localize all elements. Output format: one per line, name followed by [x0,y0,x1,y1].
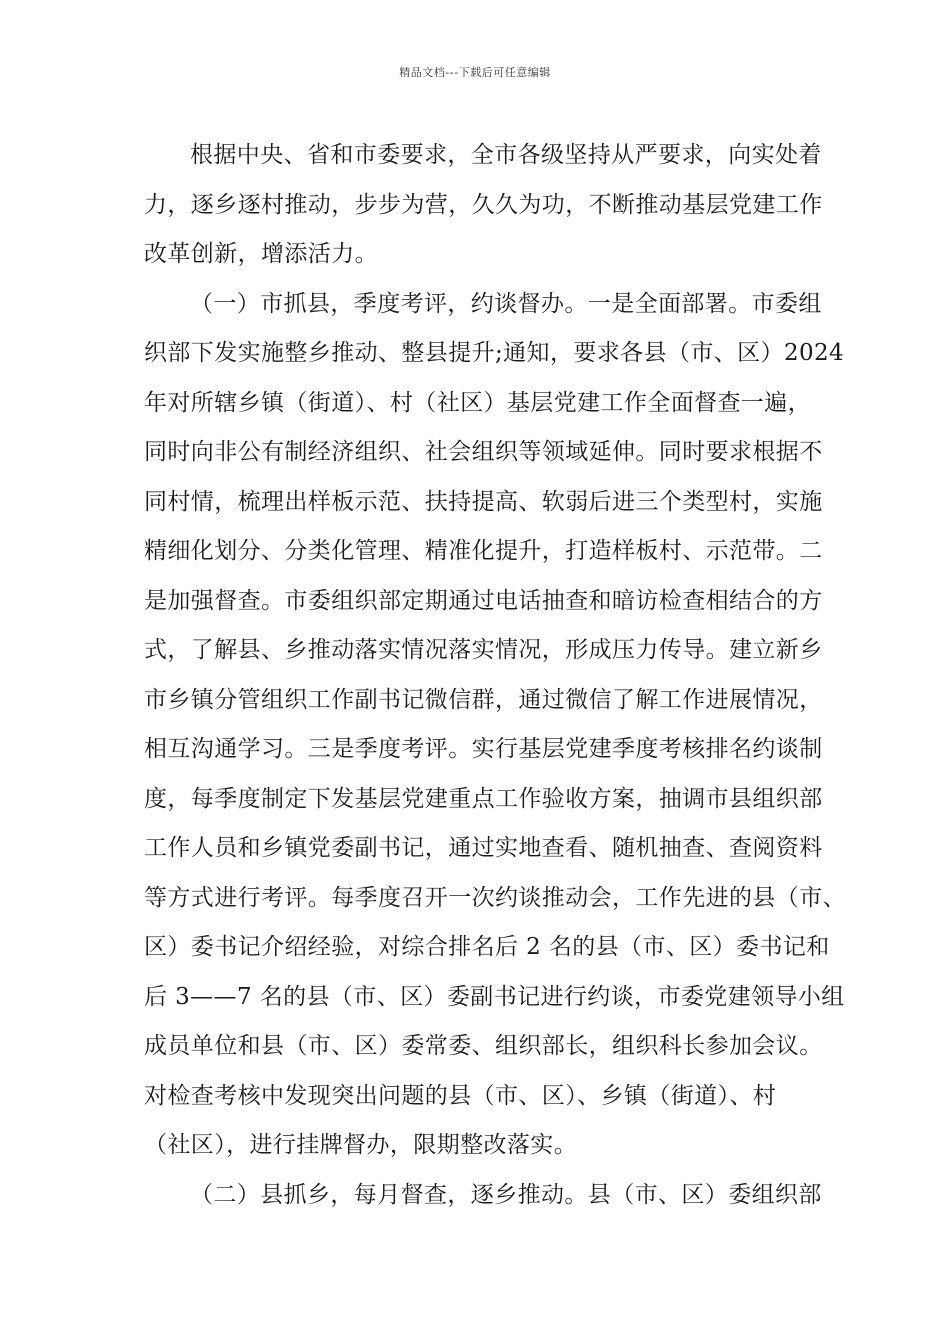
text-line: 精细化划分、分类化管理、精准化提升，打造样板村、示范带。二 [144,538,823,564]
text-line: 是加强督查。市委组织部定期通过电话抽查和暗访检查相结合的方 [144,587,823,614]
page-header: 精品文档---下载后可任意编辑 [399,66,551,79]
text-line: 根据中央、省和市委要求，全市各级坚持从严要求，向实处着 [190,142,822,168]
paragraph-section-1 [144,280,846,1171]
text-line: 工作人员和乡镇党委副书记，通过实地查看、随机抽查、查阅资料 [144,835,823,861]
text-line: 对检查考核中发现突出问题的县（市、区）、乡镇（街道）、村 [144,1082,777,1109]
text-line: 区）委书记介绍经验，对综合排名后 2 名的县（市、区）委书记和 [144,934,830,960]
text-line: 市乡镇分管组织工作副书记微信群，通过微信了解工作进展情况， [144,686,823,713]
text-line: （二）县抓乡，每月督查，逐乡推动。县（市、区）委组织部 [190,1181,822,1208]
text-line: 同时向非公有制经济组织、社会组织等领域延伸。同时要求根据不 [144,439,823,465]
text-line: 式，了解县、乡推动落实情况落实情况，形成压力传导。建立新乡 [144,637,823,663]
text-line: 度，每季度制定下发基层党建重点工作验收方案，抽调市县组织部 [144,785,823,812]
paragraph-intro [144,131,823,280]
text-line: （社区），进行挂牌督办，限期整改落实。 [144,1132,578,1158]
text-line: 力，逐乡逐村推动，步步为营，久久为功，不断推动基层党建工作 [144,191,823,218]
text-line: 织部下发实施整乡推动、整县提升;通知，要求各县（市、区）2024 [144,340,845,366]
text-line: （一）市抓县，季度考评，约谈督办。一是全面部署。市委组 [190,290,822,317]
text-line: 同村情，梳理出样板示范、扶持提高、软弱后进三个类型村，实施 [144,488,823,515]
text-line: 年对所辖乡镇（街道）、村（社区）基层党建工作全面督查一遍， [144,389,812,416]
text-line: 等方式进行考评。每季度召开一次约谈推动会，工作先进的县（市、 [144,884,846,911]
text-line: 改革创新，增添活力。 [144,241,378,267]
paragraph-section-2 [144,1171,822,1221]
text-line: 成员单位和县（市、区）委常委、组织部长，组织科长参加会议。 [144,1033,823,1059]
document-body [144,131,846,1220]
text-line: 相互沟通学习。三是季度考评。实行基层党建季度考核排名约谈制 [144,736,823,762]
text-line: 后 3——7 名的县（市、区）委副书记进行约谈，市委党建领导小组 [144,983,845,1010]
